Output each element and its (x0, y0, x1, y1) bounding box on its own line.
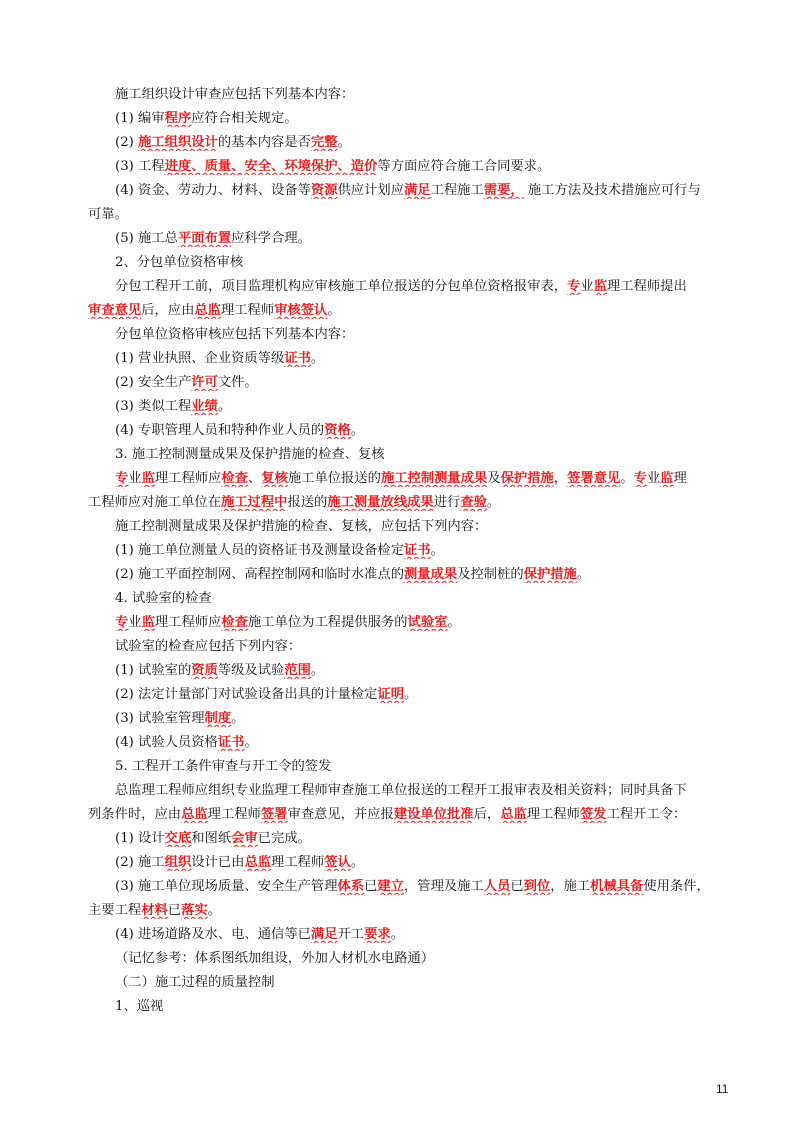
highlighted-text: 签认 (324, 855, 351, 870)
highlighted-text: 需要， (483, 183, 524, 198)
text-segment: 2、分包单位资格审核 (115, 255, 244, 270)
text-segment: 理工程师应 (154, 471, 222, 486)
text-segment: 开工 (337, 927, 365, 942)
highlighted-text: 施工测量放线成果 (327, 495, 434, 510)
text-line (115, 927, 745, 943)
highlighted-text: 程序 (164, 111, 192, 126)
page-number: 11 (716, 1082, 729, 1096)
highlighted-text: 证书 (284, 351, 311, 366)
text-segment: 。 (390, 927, 404, 942)
highlighted-text: 建设单位批准 (393, 807, 474, 822)
highlighted-text: 总监 (244, 855, 272, 870)
highlighted-text: 到位 (523, 879, 551, 894)
text-segment: 使用条件， (643, 879, 710, 894)
text-segment: 审查意见，并应报 (287, 807, 394, 822)
text-segment: (2) 施工 (115, 855, 165, 870)
highlighted-text: 签署 (260, 807, 288, 822)
text-segment: 供应计划应 (337, 183, 404, 198)
text-line (115, 975, 745, 991)
text-segment: (1) 营业执照、企业资质等级 (115, 351, 285, 366)
text-segment: 。 (327, 303, 341, 318)
text-segment: 4. 试验室的检查 (115, 591, 212, 606)
text-segment: 。 (244, 735, 258, 750)
highlighted-text: 满足 (310, 927, 338, 942)
highlighted-text: 资源 (310, 183, 338, 198)
text-segment: 和图纸 (191, 831, 232, 846)
highlighted-text: 会审 (231, 831, 258, 846)
highlighted-text: 平面布置 (177, 231, 232, 246)
highlighted-text: 施工组织设计 (138, 135, 218, 150)
text-line (115, 183, 745, 199)
text-segment: 。 (430, 543, 444, 558)
text-line (115, 471, 745, 487)
text-segment: (3) 试验室管理 (115, 711, 205, 726)
highlighted-text: 机械具备 (590, 879, 644, 894)
text-segment: (2) 法定计量部门对试验设备出具的计量检定 (115, 687, 378, 702)
highlighted-text: 业绩 (191, 399, 218, 414)
text-segment: （记忆参考：体系图纸加组设，外加人材机水电路通） (115, 951, 435, 966)
text-segment: 。 (231, 711, 245, 726)
highlighted-text: 复核 (261, 471, 288, 486)
text-line (115, 711, 745, 727)
text-line (115, 831, 745, 847)
text-segment: 业 (128, 615, 142, 630)
text-segment: (3) 施工单位现场质量、安全生产管理 (115, 879, 338, 894)
text-line (115, 567, 745, 583)
highlighted-text: 签署意见 (567, 471, 621, 486)
highlighted-text: 范围 (284, 663, 311, 678)
text-segment: 理工程师 (526, 807, 580, 822)
text-segment: 业 (580, 279, 594, 294)
text-line (115, 255, 745, 271)
text-segment: 进行 (433, 495, 461, 510)
text-segment: 。 (217, 399, 232, 414)
text-line (115, 879, 745, 895)
text-line (115, 783, 745, 799)
text-line (115, 87, 745, 103)
text-line (115, 615, 745, 631)
text-segment: 。 (350, 423, 365, 438)
highlighted-text: 总监 (181, 807, 208, 822)
text-line (88, 807, 748, 823)
highlighted-text: 施工控制测量成果 (380, 471, 488, 486)
highlighted-text: 体系 (337, 879, 365, 894)
text-segment: 业 (646, 471, 661, 486)
text-segment: 施工控制测量成果及保护措施的检查、复核，应包括下列内容： (115, 519, 488, 534)
highlighted-text: 总监 (500, 807, 527, 822)
text-segment: (4) 试验人员资格 (115, 735, 218, 750)
text-line (88, 303, 748, 319)
text-line (88, 207, 748, 223)
text-segment: 设计已由 (191, 855, 245, 870)
text-segment: 工程师应对施工单位在 (88, 495, 221, 510)
text-segment: (1) 编审 (115, 111, 165, 126)
text-line (115, 855, 745, 871)
highlighted-text: 落实 (181, 903, 208, 918)
text-segment: 工程开工令： (606, 807, 687, 822)
text-segment: 分包工程开工前，项目监理机构应审核施工单位报送的分包单位资格报审表， (115, 279, 568, 294)
text-segment: 试验室的检查应包括下列内容： (115, 639, 302, 654)
text-line (115, 639, 745, 655)
text-segment: 报送的 (287, 495, 328, 510)
text-segment: 。 (620, 471, 634, 486)
text-segment: 。 (350, 855, 365, 870)
text-line (88, 903, 748, 919)
highlighted-text: 完整 (310, 135, 338, 150)
highlighted-text: 查验 (460, 495, 487, 510)
text-segment: ， (553, 471, 568, 486)
highlighted-text: 人员 (483, 879, 511, 894)
highlighted-text: 资质 (191, 663, 218, 678)
text-line (115, 951, 745, 967)
text-segment: 理 (673, 471, 687, 486)
text-segment: ，施工 (550, 879, 591, 894)
text-segment: 。 (310, 351, 325, 366)
text-line (115, 351, 745, 367)
text-line (115, 519, 745, 535)
text-segment: 分包单位资格审核应包括下列基本内容： (115, 327, 355, 342)
highlighted-text: 制度 (204, 711, 232, 726)
text-segment: 3. 施工控制测量成果及保护措施的检查、复核 (115, 447, 385, 462)
text-segment: 已完成。 (257, 831, 311, 846)
text-line (115, 327, 745, 343)
text-segment: 列条件时，应由 (88, 807, 182, 822)
highlighted-text: 交底 (164, 831, 192, 846)
text-segment: 后，应由 (141, 303, 195, 318)
highlighted-text: 专 (115, 471, 129, 486)
text-segment: (4) 专职管理人员和特种作业人员的 (115, 423, 325, 438)
text-line (115, 159, 745, 175)
highlighted-text: 监 (141, 471, 155, 486)
text-segment: 总监理工程师应组织专业监理工程师审查施工单位报送的工程开工报审表及相关资料；同时具备下 (115, 783, 687, 798)
text-segment: 施工单位为工程提供服务的 (247, 615, 408, 630)
text-segment: 业 (128, 471, 142, 486)
text-line (115, 375, 745, 391)
text-segment: 及 (487, 471, 501, 486)
highlighted-text: 审核签认 (274, 303, 328, 318)
text-line (115, 399, 745, 415)
text-segment: 已 (167, 903, 182, 918)
text-segment: 应符合相关规定。 (191, 111, 298, 126)
highlighted-text: 监 (141, 615, 155, 630)
highlighted-text: 专 (567, 279, 581, 294)
text-segment: 施工单位报送的 (287, 471, 381, 486)
highlighted-text: 施工过程中 (220, 495, 288, 510)
text-segment: 、 (247, 471, 262, 486)
text-segment: (2) 施工平面控制网、高程控制网和临时水准点的 (115, 567, 404, 582)
text-segment: 的基本内容是否 (217, 135, 311, 150)
text-line (115, 447, 745, 463)
highlighted-text: 监 (660, 471, 674, 486)
text-line (115, 591, 745, 607)
highlighted-text: 组织 (164, 855, 192, 870)
text-segment: 文件。 (217, 375, 258, 390)
text-line (115, 543, 745, 559)
highlighted-text: 检查 (221, 615, 248, 630)
text-segment: (4) 资金、劳动力、材料、设备等 (115, 183, 311, 198)
text-segment: 1、巡视 (115, 999, 164, 1014)
text-segment: 主要工程 (88, 903, 142, 918)
text-segment: 理工程师 (220, 303, 275, 318)
highlighted-text: 专 (115, 615, 129, 630)
text-segment: 。 (486, 495, 501, 510)
text-segment: (1) 施工单位测量人员的资格证书及测量设备检定 (115, 543, 404, 558)
text-segment: 工程施工 (430, 183, 484, 198)
highlighted-text: 专 (633, 471, 647, 486)
highlighted-text: 满足 (404, 183, 431, 198)
text-segment: 。 (404, 687, 418, 702)
text-segment: 理工程师提出 (606, 279, 687, 294)
text-segment: 理工程师 (271, 855, 325, 870)
text-segment: (3) 类似工程 (115, 399, 192, 414)
text-segment: 。 (337, 135, 351, 150)
highlighted-text: 进度、质量、安全、环境保护、造价 (164, 159, 378, 174)
text-segment: 施工方法及技术措施应可行与 (523, 183, 701, 198)
text-segment: (5) 施工总 (115, 231, 178, 246)
text-segment: 理工程师应 (154, 615, 222, 630)
highlighted-text: 许可 (191, 375, 218, 390)
highlighted-text: 证书 (404, 543, 431, 558)
text-line (115, 759, 745, 775)
highlighted-text: 保护措施 (523, 567, 577, 582)
text-segment: 等方面应符合施工合同要求。 (377, 159, 551, 174)
text-line (115, 423, 745, 439)
text-line (115, 687, 745, 703)
highlighted-text: 总监 (194, 303, 221, 318)
text-line (88, 495, 748, 511)
text-segment: (1) 设计 (115, 831, 165, 846)
highlighted-text: 建立 (377, 879, 404, 894)
text-segment: (2) 安全生产 (115, 375, 192, 390)
highlighted-text: 保护措施 (500, 471, 554, 486)
text-segment: 。 (576, 567, 591, 582)
text-line (115, 231, 745, 247)
highlighted-text: 证书 (217, 735, 245, 750)
text-segment: 后， (473, 807, 501, 822)
text-segment: 。 (447, 615, 461, 630)
text-segment: (2) (115, 135, 139, 150)
text-segment: (4) 进场道路及水、电、通信等已 (115, 927, 311, 942)
text-segment: (3) 工程 (115, 159, 165, 174)
text-segment: 。 (310, 663, 325, 678)
text-line (115, 735, 745, 751)
highlighted-text: 材料 (141, 903, 168, 918)
text-line (115, 279, 745, 295)
highlighted-text: 审查意见 (88, 303, 142, 318)
text-segment: ，管理及施工 (404, 879, 484, 894)
text-segment: 可靠。 (88, 207, 128, 222)
text-segment: 等级及试验 (217, 663, 285, 678)
text-line (115, 111, 745, 127)
text-segment: 已 (510, 879, 524, 894)
highlighted-text: 监 (593, 279, 607, 294)
highlighted-text: 试验室 (407, 615, 448, 630)
text-segment: 5. 工程开工条件审查与开工令的签发 (115, 759, 332, 774)
text-segment: 及控制桩的 (457, 567, 524, 582)
text-segment: 理工程师 (207, 807, 261, 822)
highlighted-text: 证明 (377, 687, 404, 702)
text-segment: 已 (364, 879, 378, 894)
highlighted-text: 要求 (364, 927, 391, 942)
text-segment: 施工组织设计审查应包括下列基本内容： (115, 87, 355, 102)
highlighted-text: 检查 (221, 471, 248, 486)
highlighted-text: 资格 (324, 423, 351, 438)
text-line (115, 135, 745, 151)
text-line (115, 999, 745, 1015)
highlighted-text: 测量成果 (404, 567, 458, 582)
text-segment: 。 (207, 903, 221, 918)
text-segment: （二）施工过程的质量控制 (115, 975, 275, 990)
highlighted-text: 签发 (579, 807, 607, 822)
text-line (115, 663, 745, 679)
text-segment: (1) 试验室的 (115, 663, 192, 678)
text-segment: 应科学合理。 (231, 231, 311, 246)
